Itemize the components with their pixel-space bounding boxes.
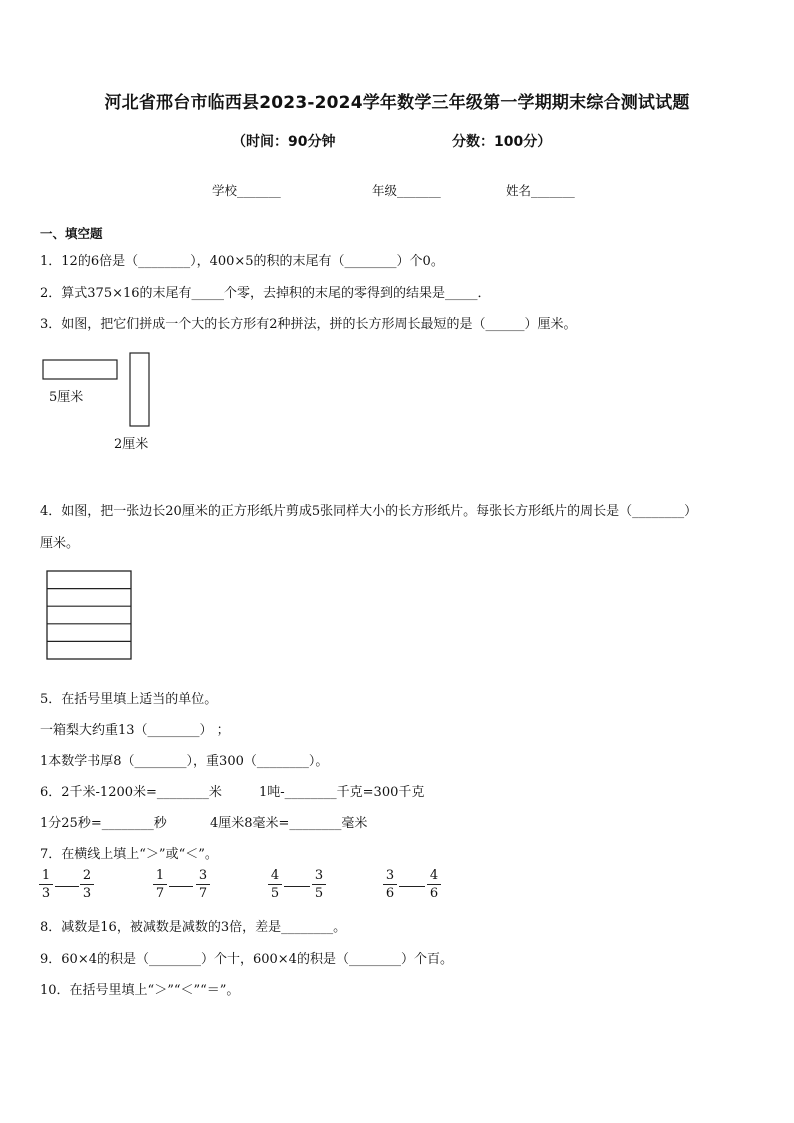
square-outline [47,571,131,659]
question-5-b: 1本数学书厚8（________），重300（________）。 [40,754,329,769]
square-strips-figure [44,568,136,664]
question-4-line2: 厘米。 [40,536,80,551]
fraction [312,868,326,901]
rect-label-5cm: 5厘米 [49,390,84,405]
question-6-c: 1分25秒=________秒 [40,816,167,831]
question-7: 7．在横线上填上“＞”或“＜”。 [40,847,218,862]
question-4-line1: 4．如图，把一张边长20厘米的正方形纸片剪成5张同样大小的长方形纸片。每张长方形纸片的周长是（________） [40,504,698,519]
question-6-d: 4厘米8毫米=________毫米 [210,816,368,831]
question-5: 5．在括号里填上适当的单位。 [40,692,218,707]
answer-blank[interactable] [55,886,79,887]
horizontal-rectangle [43,360,117,379]
school-field[interactable]: 学校_______ [212,183,281,198]
grade-field[interactable]: 年级_______ [372,183,441,198]
question-10: 10．在括号里填上“＞”“＜”“＝”。 [40,983,240,998]
denominator: 7 [155,886,165,901]
fraction [39,868,53,901]
question-6-a: 6．2千米-1200米=________米 [40,785,222,800]
question-5-a: 一箱梨大约重13（________） ； [40,723,230,738]
numerator: 1 [41,868,51,883]
fraction [427,868,441,901]
answer-blank[interactable] [169,886,193,887]
denominator: 3 [82,886,92,901]
rect-label-2cm: 2厘米 [114,437,149,452]
vertical-rectangle [130,353,149,426]
exam-time: （时间：90分钟 [232,134,336,150]
numerator: 1 [155,868,165,883]
denominator: 3 [41,886,51,901]
denominator: 6 [385,886,395,901]
numerator: 4 [429,868,439,883]
name-field[interactable]: 姓名_______ [506,183,575,198]
fraction [196,868,210,901]
question-2: 2．算式375×16的末尾有_____个零，去掉积的末尾的零得到的结果是_____． [40,286,491,301]
fraction [383,868,397,901]
question-9: 9．60×4的积是（________）个十，600×4的积是（________）个百。 [40,952,453,967]
denominator: 6 [429,886,439,901]
question-3: 3．如图，把它们拼成一个大的长方形有2种拼法，拼的长方形周长最短的是（______）厘米。 [40,317,577,332]
fraction [268,868,282,901]
page-title: 河北省邢台市临西县2023-2024学年数学三年级第一学期期末综合测试试题 [104,93,690,113]
answer-blank[interactable] [399,886,425,887]
numerator: 4 [270,868,280,883]
answer-blank[interactable] [284,886,310,887]
numerator: 3 [198,868,208,883]
denominator: 5 [314,886,324,901]
question-8: 8．减数是16，被减数是减数的3倍，差是________。 [40,920,347,935]
numerator: 3 [385,868,395,883]
numerator: 3 [314,868,324,883]
denominator: 5 [270,886,280,901]
section-title: 一、填空题 [40,226,103,241]
numerator: 2 [82,868,92,883]
fraction [153,868,167,901]
question-6-b: 1吨-________千克=300千克 [259,785,425,800]
exam-score: 分数：100分） [452,134,552,150]
fraction [80,868,94,901]
denominator: 7 [198,886,208,901]
question-1: 1．12的6倍是（________），400×5的积的末尾有（________）个0。 [40,254,444,269]
